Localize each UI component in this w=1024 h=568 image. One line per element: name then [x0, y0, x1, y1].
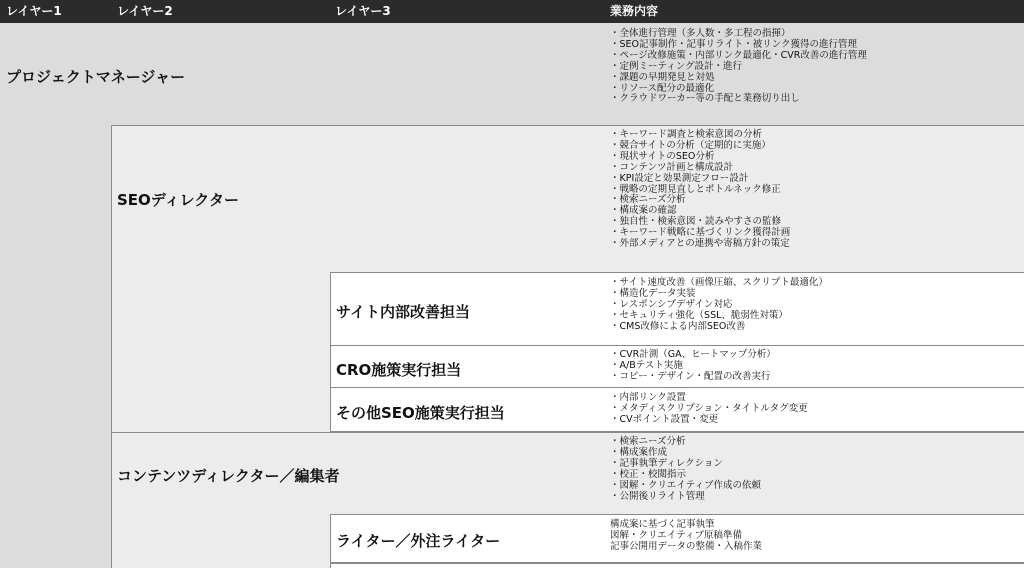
header-layer1: レイヤー1 [6, 4, 62, 18]
list-item: ・サイト速度改善（画像圧縮、スクリプト最適化） [610, 277, 828, 288]
task-list-other-seo [610, 393, 808, 426]
list-item: ・定例ミーティング設計・進行 [610, 60, 743, 72]
list-item: ・キーワード戦略に基づくリンク獲得計画 [610, 227, 791, 239]
role-content-director: コンテンツディレクター／編集者 [117, 467, 340, 485]
list-item: ・課題の早期発見と対処 [610, 71, 715, 83]
list-item: ・CVポイント設置・変更 [610, 413, 719, 425]
divider [330, 563, 1024, 564]
role-seo-director: SEOディレクター [117, 191, 240, 209]
list-item: ・ページ改修施策・内部リンク最適化・CVR改善の進行管理 [610, 49, 867, 61]
task-list-writer [610, 520, 762, 553]
list-item: ・リソース配分の最適化 [610, 82, 715, 94]
list-item: ・構成案作成 [610, 446, 668, 458]
task-list-cro [610, 350, 776, 383]
task-list-project-manager [610, 29, 867, 105]
layer1-column [0, 23, 111, 568]
list-item: ・公開後リライト管理 [610, 490, 705, 502]
divider [330, 273, 331, 432]
list-item: ・検索ニーズ分析 [610, 194, 686, 206]
role-cro: CRO施策実行担当 [336, 361, 462, 379]
header-layer3: レイヤー3 [335, 4, 391, 18]
role-writer: ライター／外注ライター [336, 532, 501, 550]
list-item: ・記事執筆ディレクション [610, 457, 723, 469]
list-item: ・構造化データ実装 [610, 287, 696, 299]
list-item: 図解・クリエイティブ原稿準備 [610, 529, 743, 541]
list-item: ・CVR計測（GA、ヒートマップ分析） [610, 349, 776, 360]
list-item: ・独自性・検索意図・読みやすさの監修 [610, 216, 782, 228]
list-item: ・メタディスクリプション・タイトルタグ変更 [610, 402, 808, 414]
list-item: ・戦略の定期見直しとボトルネック修正 [610, 183, 781, 195]
list-item: 構成案に基づく記事執筆 [610, 519, 715, 530]
list-item: ・構成案の確認 [610, 205, 677, 217]
list-item: ・コンテンツ計画と構成設計 [610, 161, 734, 173]
list-item: ・全体進行管理（多人数・多工程の指揮） [610, 28, 791, 39]
divider [330, 515, 331, 568]
list-item: ・レスポンシブデザイン対応 [610, 298, 733, 310]
list-item: 記事公開用データの整備・入稿作業 [610, 540, 763, 552]
role-other-seo: その他SEO施策実行担当 [336, 404, 505, 422]
role-project-manager: プロジェクトマネージャー [6, 68, 186, 86]
list-item: ・競合サイトの分析（定期的に実施） [610, 139, 771, 151]
list-item: ・現状サイトのSEO分析 [610, 150, 715, 162]
divider [111, 126, 112, 568]
list-item: ・校正・校閲指示 [610, 468, 687, 480]
list-item: ・キーワード調査と検索意図の分析 [610, 129, 763, 140]
list-item: ・SEO記事制作・記事リライト・被リンク獲得の進行管理 [610, 38, 858, 50]
layer2-seo-column [111, 126, 330, 432]
list-item: ・CMS改修による内部SEO改善 [610, 320, 746, 332]
list-item: ・外部メディアとの連携や寄稿方針の策定 [610, 238, 790, 250]
task-list-content-director [610, 437, 761, 502]
divider [111, 432, 1024, 433]
list-item: ・A/Bテスト実施 [610, 359, 683, 371]
list-item: ・KPI設定と効果測定フロー設計 [610, 172, 749, 184]
header-tasks: 業務内容 [610, 4, 659, 18]
task-list-site-internal [610, 278, 828, 333]
list-item: ・図解・クリエイティブ作成の依頼 [610, 479, 762, 491]
list-item: ・内部リンク設置 [610, 392, 686, 403]
table-row [111, 23, 1024, 126]
role-site-internal: サイト内部改善担当 [336, 303, 470, 321]
list-item: ・セキュリティ強化（SSL、脆弱性対策） [610, 309, 788, 321]
list-item: ・クラウドワーカー等の手配と業務切り出し [610, 93, 800, 105]
task-list-seo-director [610, 130, 790, 250]
list-item: ・コピー・デザイン・配置の改善実行 [610, 370, 771, 382]
list-item: ・検索ニーズ分析 [610, 436, 686, 447]
layer2-content-column [111, 432, 330, 568]
header-layer2: レイヤー2 [117, 4, 173, 18]
